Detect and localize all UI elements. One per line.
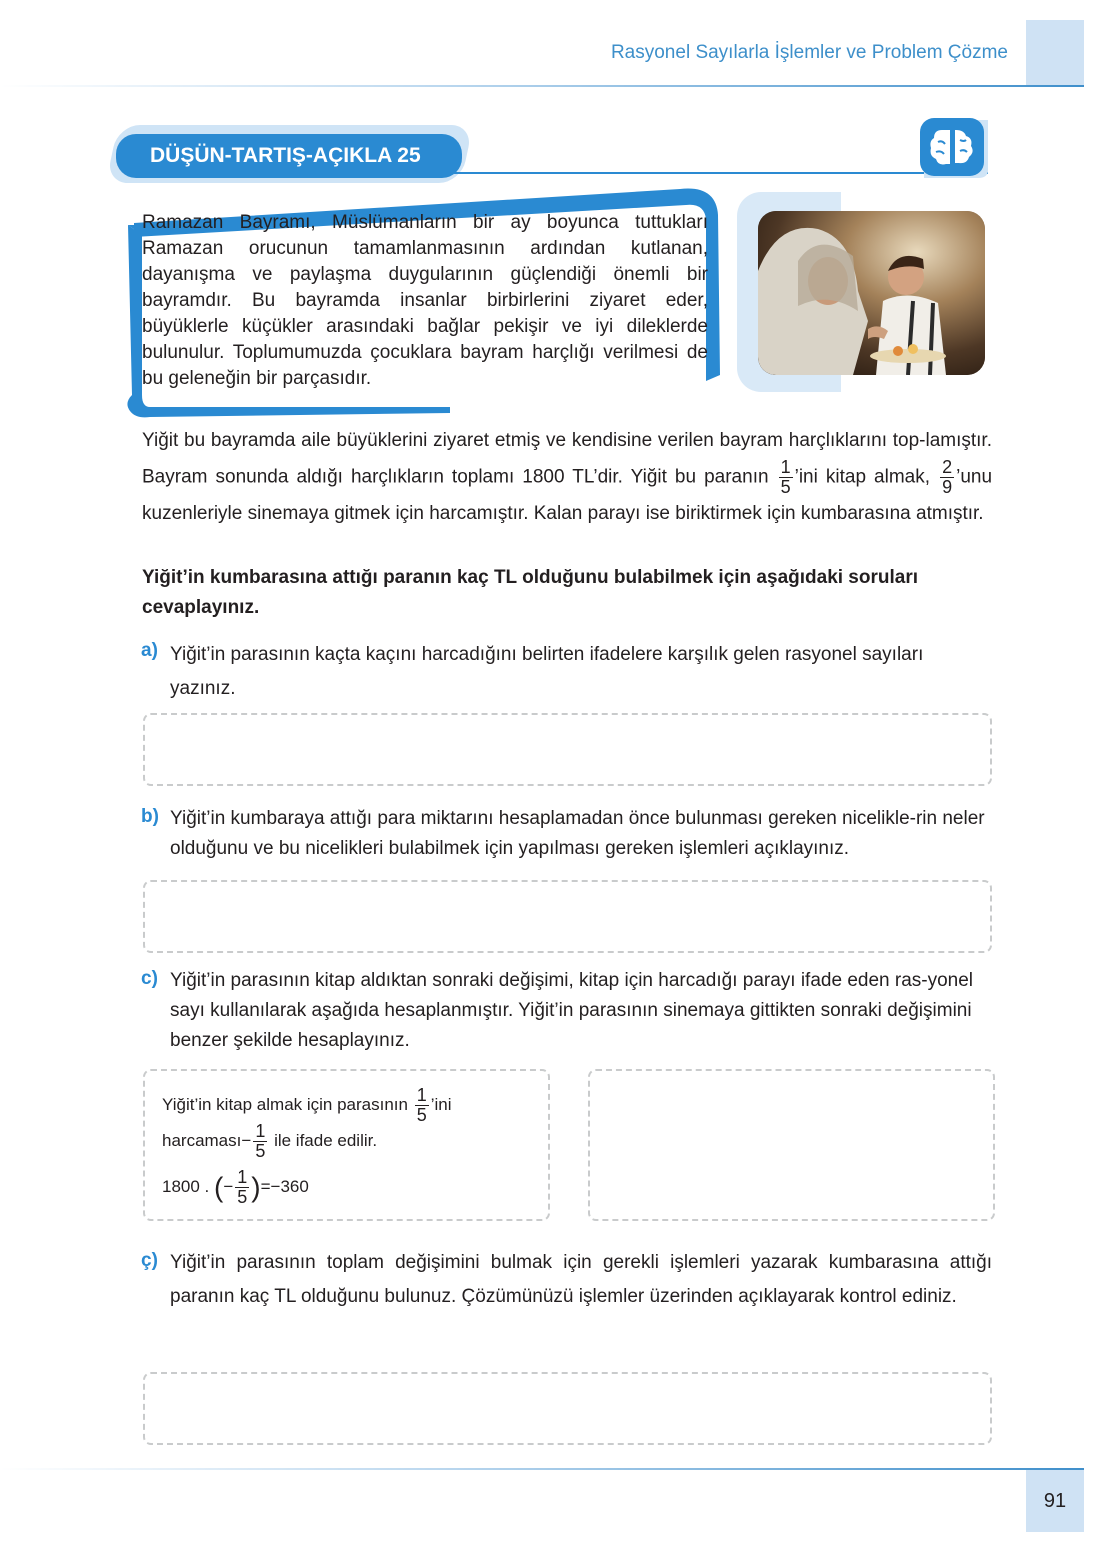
story-text: Ramazan Bayramı, Müslümanların bir ay boyunca tuttukları Ramazan orucunun tamamlanmasının ardından kutlanan, dayanışma ve paylaşma duygularının güçlendiği önemli bir bayramdır. Bu bayramda insanlar birbirlerini ziyaret eder, büyüklerle küçükler arasındaki bağlar pekişir ve iyi dileklerde bulunulur. Toplumumuzda çocuklara bayram harçlığı verilmesi de bu geleneğin bir parçasıdır. <box>142 212 708 389</box>
section-divider <box>440 172 988 174</box>
problem-part2: ’ini kitap almak, <box>794 466 931 488</box>
answer-box-b[interactable] <box>143 880 992 953</box>
brain-icon <box>918 116 990 180</box>
example-fraction-1: $\frac{1}{5}$ <box>416 1085 427 1125</box>
question-a-letter: a) <box>141 640 158 661</box>
footer-divider <box>0 1468 1084 1470</box>
fraction-one-fifth: $\frac{1}{5}$ <box>780 457 791 497</box>
corner-tab <box>1026 20 1084 86</box>
running-header: Rasyonel Sayılarla İşlemler ve Problem Çözme <box>610 42 1008 63</box>
answer-box-c[interactable] <box>588 1069 995 1221</box>
question-c-letter: c) <box>141 968 158 989</box>
instruction-text: Yiğit’in kumbarasına attığı paranın kaç TL olduğunu bulabilmek için aşağıdaki soruları cevaplayınız. <box>142 567 919 618</box>
question-b-letter: b) <box>141 806 159 827</box>
section-title: DÜŞÜN-TARTIŞ-AÇIKLA 25 <box>116 134 462 178</box>
example-fraction-3: $\frac{1}{5}$ <box>237 1167 248 1207</box>
question-b-text: Yiğit’in kumbaraya attığı para miktarını hesaplamadan önce bulunması gereken nicelikle-rin neler olduğunu ve bu nicelikleri bulabilmek için yapılması gereken işlemleri açıklayınız. <box>170 808 985 859</box>
example-line-1: Yiğit’in kitap almak için parasının $\frac{1}{5}$ ’ini <box>162 1085 452 1125</box>
example-fraction-2: $\frac{1}{5}$ <box>255 1121 266 1161</box>
problem-part3: ’unu kuzenleriyle sinemaya gitmek için harcamıştır. Kalan parayı ise biriktirmek için kumbarasına atmıştır. <box>142 466 993 524</box>
bayram-photo <box>758 211 985 375</box>
question-d-letter: ç) <box>141 1250 158 1271</box>
problem-text <box>142 424 992 531</box>
question-d-text: Yiğit’in parasının toplam değişimini bulmak için gerekli işlemleri yazarak kumbarasına attığı paranın kaç TL olduğunu bulunuz. Çözümünüzü işlemler üzerinden açıklayarak kontrol ediniz. <box>170 1252 992 1307</box>
example-line-2: harcaması− $\frac{1}{5}$ ile ifade edilir. <box>162 1121 378 1161</box>
answer-box-a[interactable] <box>143 713 992 786</box>
example-line-3: 1800 . (− $\frac{1}{5}$ )=−360 <box>162 1167 309 1207</box>
answer-box-d[interactable] <box>143 1372 992 1445</box>
fraction-two-ninths: $\frac{2}{9}$ <box>942 457 953 497</box>
problem-part1: Yiğit bu bayramda aile büyüklerini ziyaret etmiş ve kendisine verilen bayram harçlıklarını top-lamıştır. Bayram sonunda aldığı harçlıkların toplamı 1800 TL’dir. Yiğit bu paranın <box>142 430 992 488</box>
question-c-text: Yiğit’in parasının kitap aldıktan sonraki değişimi, kitap için harcadığı parayı ifade eden ras-yonel sayı kullanılarak aşağıda hesaplanmıştır. Yiğit’in parasının sinemaya gittikten sonraki değişimini benzer şekilde hesaplayınız. <box>170 970 974 1051</box>
header-divider <box>0 85 1084 87</box>
question-a-text: Yiğit’in parasının kaçta kaçını harcadığını belirten ifadelere karşılık gelen rasyonel sayıları yazınız. <box>170 644 924 699</box>
page-number: 91 <box>1026 1470 1084 1532</box>
